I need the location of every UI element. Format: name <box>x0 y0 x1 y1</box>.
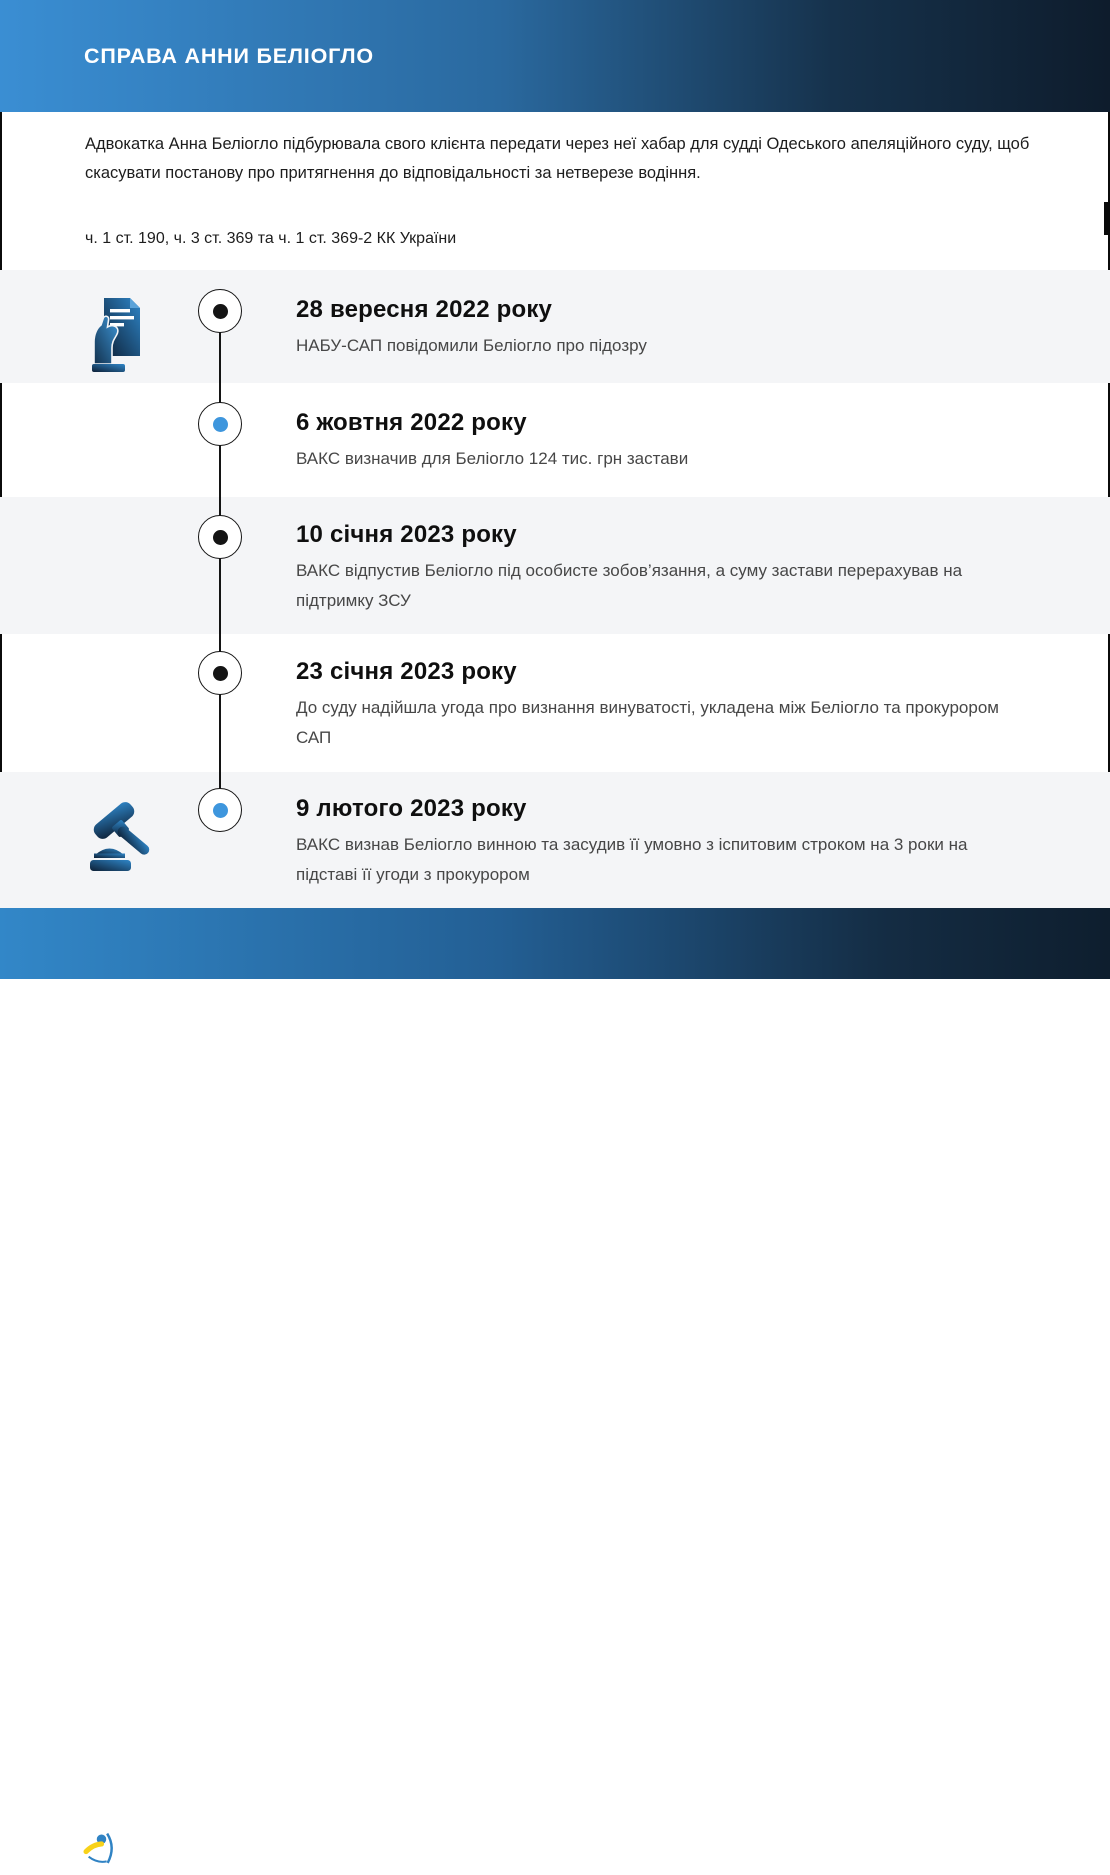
case-description: Адвокатка Анна Беліогло підбурювала свого клієнта передати через неї хабар для судді Одеського апеляційного суду, щоб скасувати постанову про притягнення до відповідальності за нетверезе водіння. <box>85 135 1030 182</box>
entry-date: 10 січня 2023 року <box>296 521 517 548</box>
timeline-entry <box>296 294 1031 361</box>
entry-text: ВАКС визначив для Беліогло 124 тис. грн застави <box>296 449 689 468</box>
footer-logo-text <box>127 1834 241 1875</box>
timeline-node <box>198 289 242 333</box>
entry-date: 23 січня 2023 року <box>296 658 517 685</box>
entry-date: 28 вересня 2022 року <box>296 296 553 323</box>
scrollbar-thumb[interactable] <box>1104 202 1110 235</box>
logo-line-2: INTERNATIONAL <box>127 1849 240 1863</box>
criminal-code-articles: ч. 1 ст. 190, ч. 3 ст. 369 та ч. 1 ст. 369-2 КК України <box>85 230 457 247</box>
document-in-hand-icon <box>90 294 142 374</box>
timeline-dot <box>213 304 228 319</box>
timeline-node <box>198 402 242 446</box>
gavel-icon <box>84 798 152 873</box>
timeline-dot <box>213 666 228 681</box>
timeline-dot <box>213 803 228 818</box>
footer-band <box>0 908 1110 1875</box>
timeline-dot <box>213 417 228 432</box>
entry-text: ВАКС відпустив Беліогло під особисте зобов’язання, а суму застави перерахував на підтримку ЗСУ <box>296 561 963 610</box>
logo-line-1: TRANSPARENCY <box>127 1834 242 1848</box>
timeline-node <box>198 651 242 695</box>
timeline-entry <box>296 407 1031 474</box>
entry-date: 9 лютого 2023 року <box>296 795 527 822</box>
timeline-entry <box>296 793 1031 890</box>
timeline-entry <box>296 656 1031 753</box>
header-band <box>0 0 1110 112</box>
timeline-node <box>198 515 242 559</box>
timeline-connector-line <box>219 311 221 810</box>
entry-text: До суду надійшла угода про визнання винуватості, укладена між Беліогло та прокурором САП <box>296 698 999 747</box>
timeline-dot <box>213 530 228 545</box>
logo-line-3: UKRAINE <box>127 1866 178 1875</box>
page-title: СПРАВА АННИ БЕЛІОГЛО <box>84 44 374 68</box>
entry-text: НАБУ-САП повідомили Беліогло про підозру <box>296 336 647 355</box>
timeline-node <box>198 788 242 832</box>
timeline-entry <box>296 519 1031 616</box>
entry-text: ВАКС визнав Беліогло винною та засудив її умовно з іспитовим строком на 3 роки на підставі її угоди з прокурором <box>296 835 968 884</box>
entry-date: 6 жовтня 2022 року <box>296 409 527 436</box>
transparency-international-logo-icon <box>84 1831 119 1866</box>
